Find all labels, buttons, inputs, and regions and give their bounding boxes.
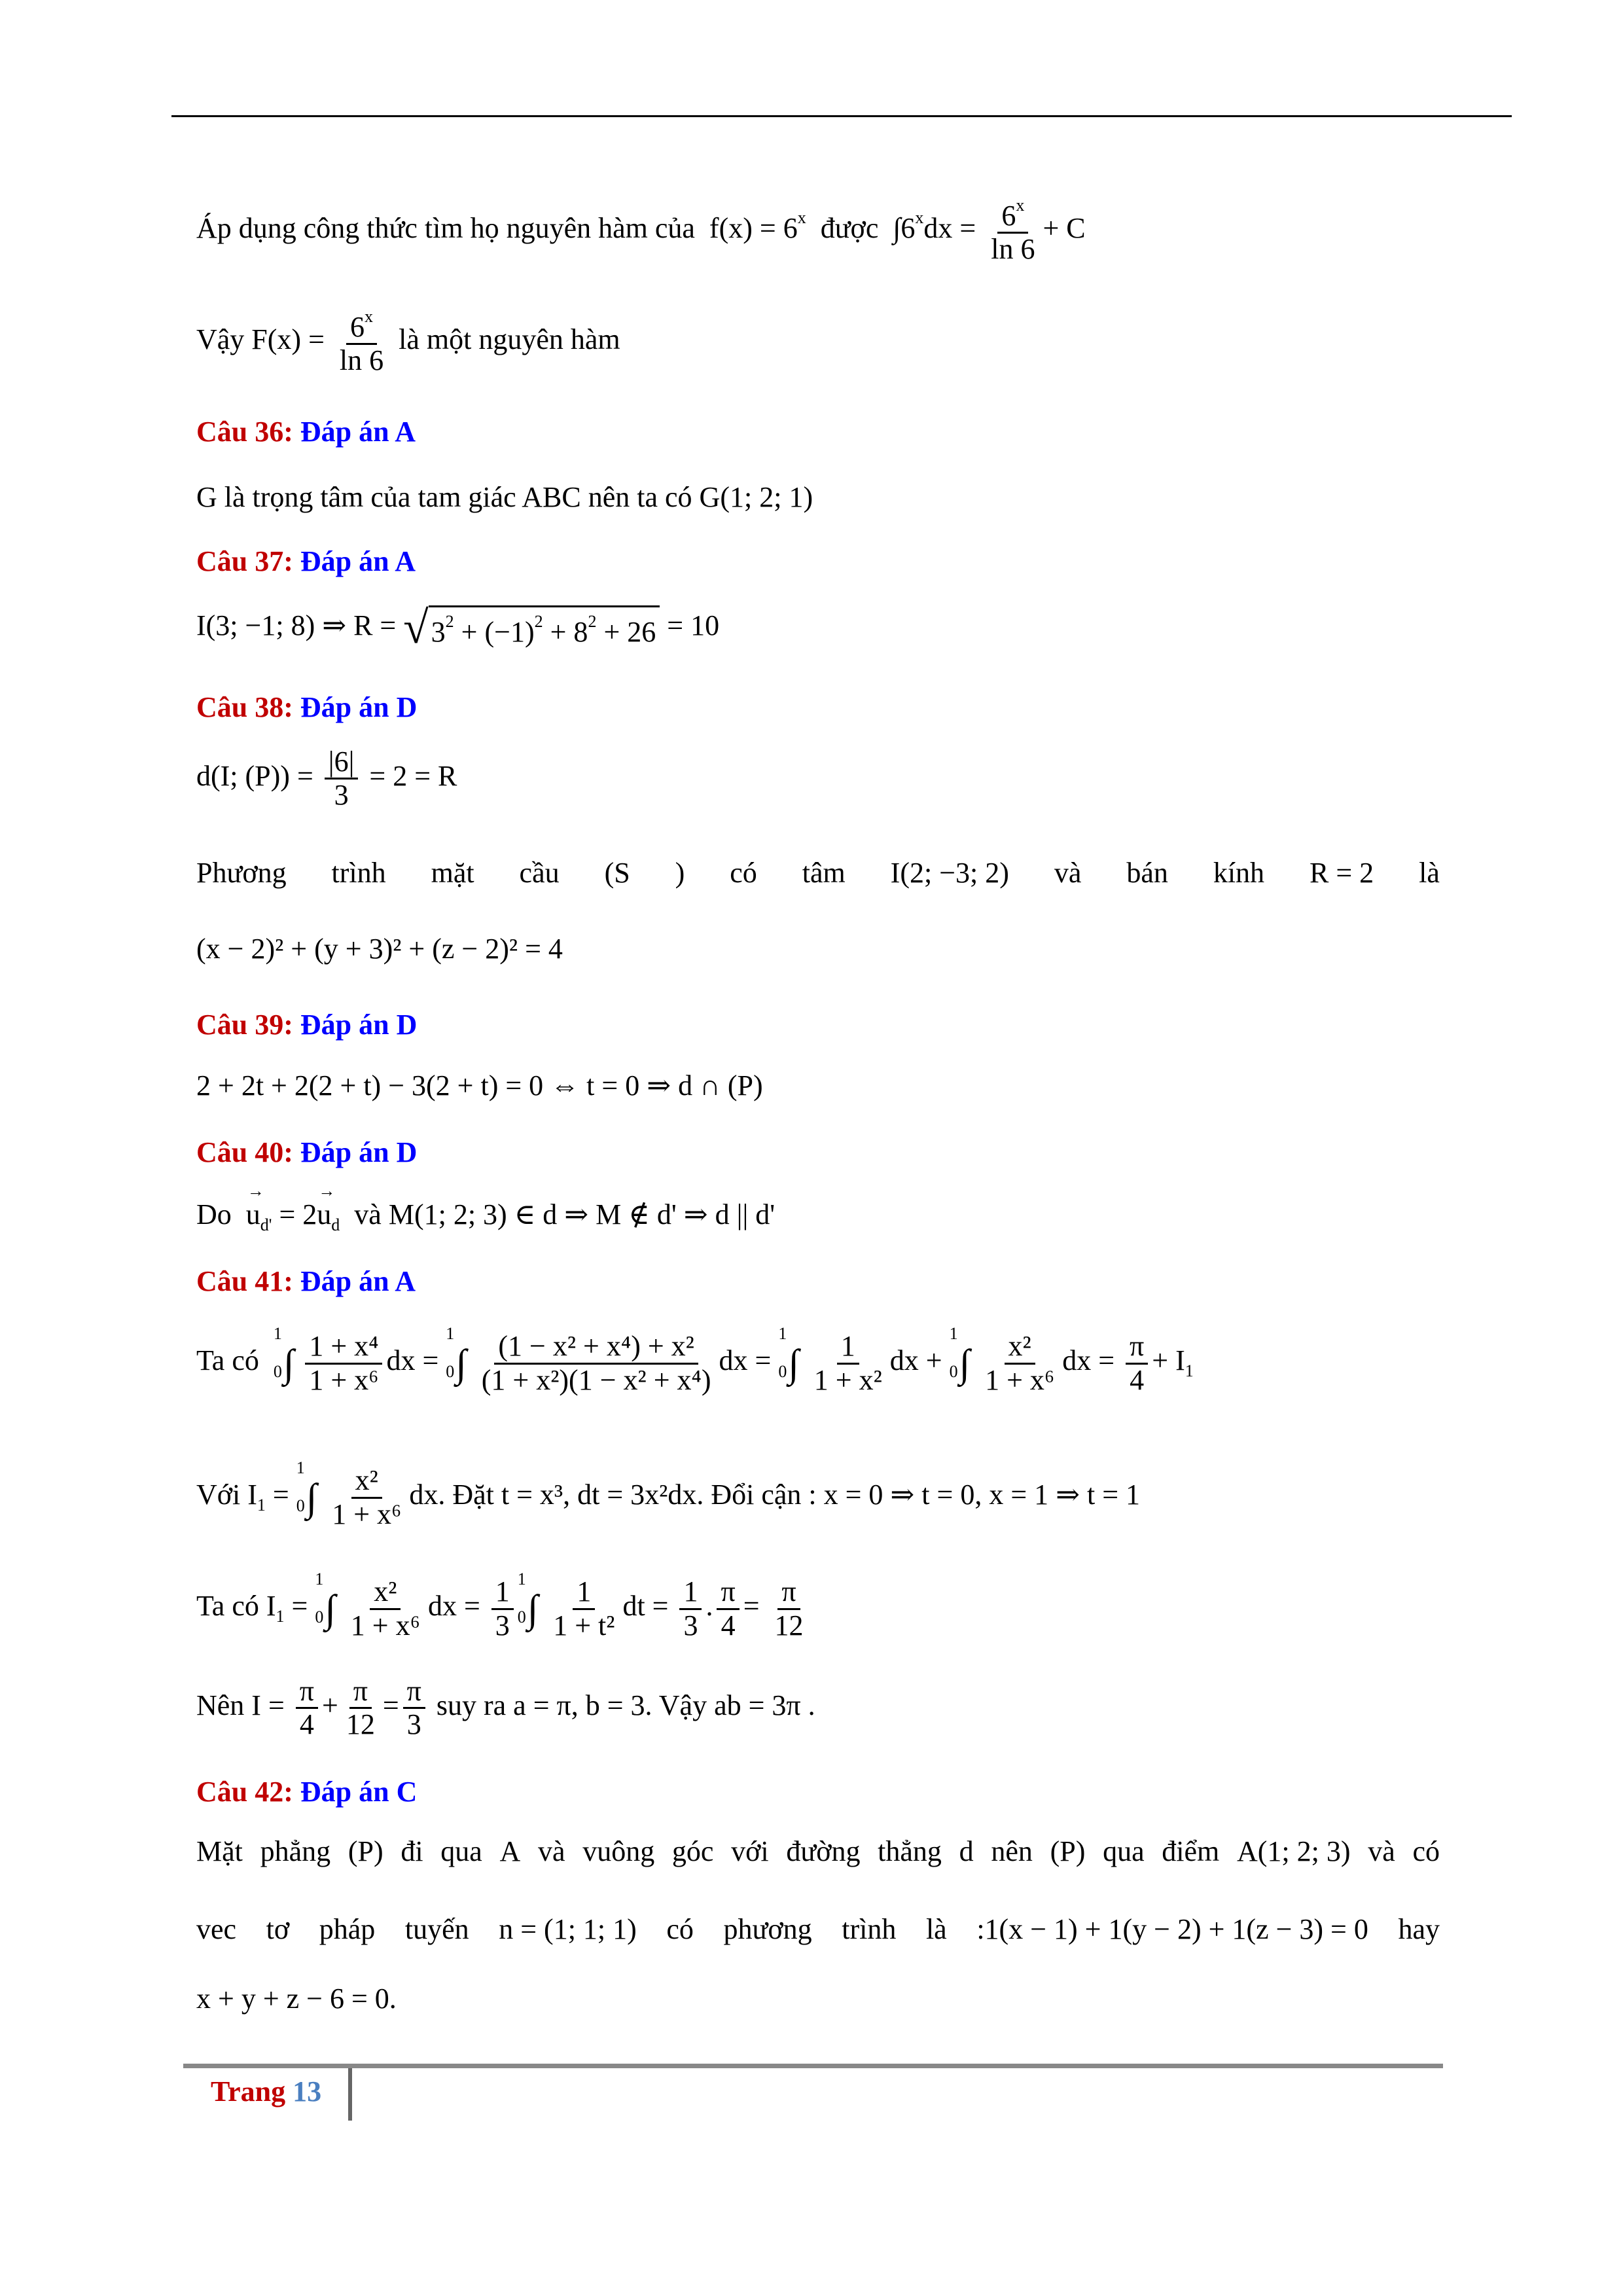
antiderivative-line [196, 196, 1086, 266]
text: được [820, 211, 879, 244]
text: + C [1043, 211, 1086, 244]
question-37-header: Câu 37: Đáp án A [196, 545, 416, 577]
question-37-formula: I(3; −1; 8) ⇒ R = √ $3^2 + (-1)^2 + 8^2 + 26$ = 10 [196, 603, 720, 653]
question-42-header: Câu 42: Đáp án C [196, 1776, 418, 1808]
math-f: $f(x) = 6^x$ [709, 207, 806, 244]
question-41-integral: Ta có 1 0 ∫ $\frac{\text{1 + x⁴}}{\text{1 + x⁶}}$ dx = 1 0 ∫ $\frac{\text{(1 − x² + x⁴) + x²}}{\text{(1 + x²)(1 − x² + x⁴)}}$ dx = 1 0 ∫ $\frac{1}{\text{1 + x²}}$ dx + 1 0 ∫ $\frac{\text{x²}}{\text{1 + x⁶}}$ dx = $\frac{\pi}{4}$ + $I_1$ [196, 1324, 1194, 1396]
question-41-compute: Ta có $I_1$ = 1 0 ∫ $\frac{\text{x²}}{\text{1 + x⁶}}$ dx = $\frac{1}{3}$ 1 0 ∫ $\frac{1}{\text{1 + t²}}$ dt = $\frac{1}{3}$ . $\frac{\pi}{4}$ = $\frac{\pi}{12}$ [196, 1570, 804, 1641]
question-42-line3: x + y + z − 6 = 0. [196, 1982, 397, 2015]
sqrt: √ $3^2 + (-1)^2 + 8^2 + 26$ [403, 605, 660, 651]
footer-rule [183, 2064, 1443, 2068]
question-41-result: Nên I = $\frac{\pi}{4}$ + $\frac{\pi}{12}$ = $\frac{\pi}{3}$ suy ra a = π, b = 3. Vậy ab = 3π . [196, 1675, 815, 1741]
text: Vậy F(x) = [196, 323, 325, 355]
question-38-equation: (x − 2)² + (y + 3)² + (z − 2)² = 4 [196, 933, 563, 965]
question-38-distance: d(I; (P)) = $\frac{|6|}{3}$ = 2 = R [196, 745, 457, 812]
fraction: $\frac{6^x}{\ln 6}$ [339, 307, 384, 377]
footer-divider [348, 2068, 352, 2121]
conclusion-line [196, 308, 620, 377]
question-39-text: 2 + 2t + 2(2 + t) − 3(2 + t) = 0 ⇔ t = 0 ⇒ d ∩ (P) [196, 1069, 763, 1102]
vector-u: → $u_{d'} = 2\to u_d$ [246, 1198, 340, 1230]
page-number: Trang 13 [211, 2075, 322, 2108]
question-36-header: Câu 36: Đáp án A [196, 416, 416, 448]
question-42-line2: vec tơ pháp tuyến n = (1; 1; 1) có phương trình là :1(x − 1) + 1(y − 2) + 1(z − 3) = 0 hay [196, 1913, 1440, 1945]
question-41-substitution: Với $I_1$ = 1 0 ∫ $\frac{\text{x²}}{\text{1 + x⁶}}$ dx. Đặt t = x³, dt = 3x²dx. Đổi cận : x = 0 ⇒ t = 0, x = 1 ⇒ t = 1 [196, 1458, 1141, 1530]
question-40-header: Câu 40: Đáp án D [196, 1136, 418, 1168]
header-rule [171, 115, 1512, 117]
fraction: $\frac{6^x}{\ln 6}$ [991, 196, 1035, 266]
text: là một nguyên hàm [399, 323, 620, 355]
question-38-header: Câu 38: Đáp án D [196, 691, 418, 723]
text: Áp dụng công thức tìm họ nguyên hàm của [196, 211, 695, 244]
question-42-line1: Mặt phẳng (P) đi qua A và vuông góc với đường thẳng d nên (P) qua điểm A(1; 2; 3) và có [196, 1835, 1440, 1867]
question-36-text: G là trọng tâm của tam giác ABC nên ta có G(1; 2; 1) [196, 481, 813, 513]
math-int: $\int 6^xdx$ = [893, 207, 976, 244]
question-39-header: Câu 39: Đáp án D [196, 1009, 418, 1041]
question-41-header: Câu 41: Đáp án A [196, 1265, 416, 1297]
question-40-text: $Do \to u_{d'} = 2\to u_d$ và M(1; 2; 3) ∈ d ⇒ M ∉ d' ⇒ d || d' [196, 1198, 775, 1235]
question-38-sphere-line: Phương trình mặt cầu (S ) có tâm I(2; −3; 2) và bán kính R = 2 là [196, 857, 1440, 889]
